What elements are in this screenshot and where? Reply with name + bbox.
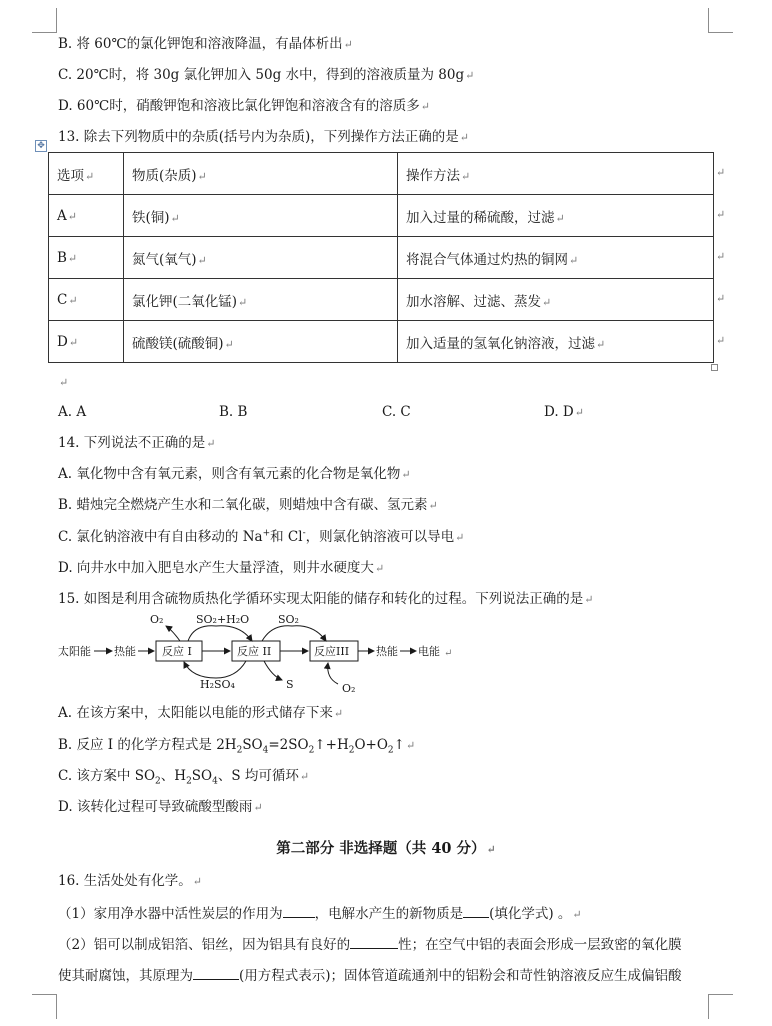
table-row: [49, 195, 714, 237]
so2-top-label: SO₂: [278, 613, 299, 626]
table-cell: 硫酸镁(硫酸铜)↵: [124, 321, 398, 363]
q13-option-a: A. A: [58, 404, 87, 420]
reaction-1-label: 反应 I: [162, 645, 192, 658]
paragraph-mark: ↵: [459, 131, 470, 144]
q15-stem: 15. 如图是利用含硫物质热化学循环实现太阳能的储存和转化的过程。下列说法正确的是↵: [58, 591, 594, 607]
q15-option-b: B. 反应 I 的化学方程式是 $2H_2SO_4=2SO_2↑+H_2O+O_2↑↵$: [58, 737, 416, 756]
table-header-row: [49, 153, 714, 195]
table-move-handle-icon[interactable]: ✥: [35, 140, 47, 152]
q14-option-c: C. 氯化钠溶液中有自由移动的 Na+和 Cl-，则氯化钠溶液可以导电↵: [58, 528, 465, 545]
solar-energy-label: 太阳能: [58, 645, 91, 658]
answer-blank[interactable]: [283, 903, 315, 918]
table-cell: 氮气(氧气)↵: [124, 237, 398, 279]
q15-option-c: C. 该方案中 $SO_2$、$H_2SO_4$、S 均可循环↵: [58, 768, 310, 787]
o2-bottom-label: O₂: [342, 682, 356, 695]
corner-mark-top-left: [32, 8, 57, 33]
q16-part-2: （2）铝可以制成铝箔、铝丝，因为铝具有良好的 性；在空气中铝的表面会形成一层致密的氧化膜: [58, 934, 682, 954]
sulfur-cycle-diagram: [56, 612, 476, 698]
table-resize-handle[interactable]: [711, 364, 718, 371]
heat-energy-label: 热能: [114, 645, 136, 658]
table-cell: 加入适量的氢氧化钠溶液，过滤↵: [398, 321, 714, 363]
table-cell: B↵: [49, 237, 124, 279]
table-row: [49, 237, 714, 279]
table-cell: D↵: [49, 321, 124, 363]
o2-top-label: O₂: [150, 613, 164, 626]
table-cell: A↵: [49, 195, 124, 237]
q15-option-a: A. 在该方案中，太阳能以电能的形式储存下来↵: [58, 705, 344, 721]
corner-mark-top-right: [708, 8, 733, 33]
q14-stem: 14. 下列说法不正确的是↵: [58, 435, 216, 451]
answer-blank[interactable]: [463, 903, 489, 918]
table-cell: 加水溶解、过滤、蒸发↵: [398, 279, 714, 321]
heat-energy-label-2: 热能: [376, 645, 398, 658]
paragraph-mark: ↵: [444, 648, 453, 659]
s-label: S: [286, 678, 294, 691]
corner-mark-bottom-right: [708, 994, 733, 1019]
q14-option-d: D. 向井水中加入肥皂水产生大量浮渣，则井水硬度大↵: [58, 560, 385, 576]
row-end-mark: ↵: [716, 292, 726, 305]
q13-option-b: B. B: [219, 404, 248, 420]
row-end-mark: ↵: [716, 334, 726, 347]
answer-blank[interactable]: [350, 934, 398, 949]
q12-option-c: C. 20℃时，将 30g 氯化钾加入 50g 水中，得到的溶液质量为 80g↵: [58, 67, 475, 83]
q16-part-2-continued: 使其耐腐蚀，其原理为 (用方程式表示)；固体管道疏通剂中的铝粉会和苛性钠溶液反应生成偏铝酸: [58, 965, 682, 985]
row-end-mark: ↵: [716, 250, 726, 263]
o2-out-arrow: [166, 626, 180, 641]
header-cell: 物质(杂质)↵: [124, 153, 398, 195]
q12-option-b: B. 将 60℃的氯化钾饱和溶液降温，有晶体析出↵: [58, 36, 353, 52]
q14-option-a: A. 氧化物中含有氧元素，则含有氧元素的化合物是氧化物↵: [58, 466, 411, 482]
q16-part-1: （1）家用净水器中活性炭层的作用为 ，电解水产生的新物质是 (填化学式) 。↵: [58, 903, 582, 924]
so2-h2o-label: SO₂+H₂O: [196, 613, 250, 626]
reaction-3-label: 反应III: [314, 645, 350, 658]
so2-h2o-arrow: [188, 626, 252, 641]
o2-in-arrow: [328, 663, 338, 684]
table-row: [49, 321, 714, 363]
h2so4-arrow: [184, 661, 246, 678]
table-cell: 加入过量的稀硫酸，过滤↵: [398, 195, 714, 237]
table-cell: 将混合气体通过灼热的铜网↵: [398, 237, 714, 279]
q14-option-b: B. 蜡烛完全燃烧产生水和二氧化碳，则蜡烛中含有碳、氢元素↵: [58, 497, 438, 513]
row-end-mark: ↵: [716, 208, 726, 221]
q13-table: [48, 152, 714, 363]
section-2-title: 第二部分 非选择题（共 40 分）↵: [276, 840, 496, 857]
so2-arrow: [262, 626, 326, 641]
corner-mark-bottom-left: [32, 994, 57, 1019]
row-end-mark: ↵: [716, 166, 726, 179]
s-out-arrow: [264, 661, 282, 680]
q16-stem: 16. 生活处处有化学。↵: [58, 873, 202, 889]
header-cell: 选项↵: [49, 153, 124, 195]
electric-energy-label: 电能: [418, 645, 440, 658]
table-cell: 铁(铜)↵: [124, 195, 398, 237]
q13-stem: 13. 除去下列物质中的杂质(括号内为杂质)，下列操作方法正确的是↵: [58, 129, 470, 145]
reaction-2-label: 反应 II: [237, 645, 272, 658]
empty-paragraph: ↵: [59, 376, 69, 389]
paragraph-mark: ↵: [420, 100, 430, 113]
q12-option-d: D. 60℃时，硝酸钾饱和溶液比氯化钾饱和溶液含有的溶质多↵: [58, 98, 430, 114]
q13-option-c: C. C: [382, 404, 411, 420]
table-cell: 氯化钾(二氧化锰)↵: [124, 279, 398, 321]
paragraph-mark: ↵: [343, 38, 353, 51]
q15-option-d: D. 该转化过程可导致硫酸型酸雨↵: [58, 799, 263, 815]
table-row: [49, 279, 714, 321]
h2so4-label: H₂SO₄: [200, 678, 235, 691]
paragraph-mark: ↵: [465, 69, 475, 82]
answer-blank[interactable]: [193, 965, 239, 980]
header-cell: 操作方法↵: [398, 153, 714, 195]
table-cell: C↵: [49, 279, 124, 321]
q13-option-d: D. D↵: [544, 404, 584, 420]
